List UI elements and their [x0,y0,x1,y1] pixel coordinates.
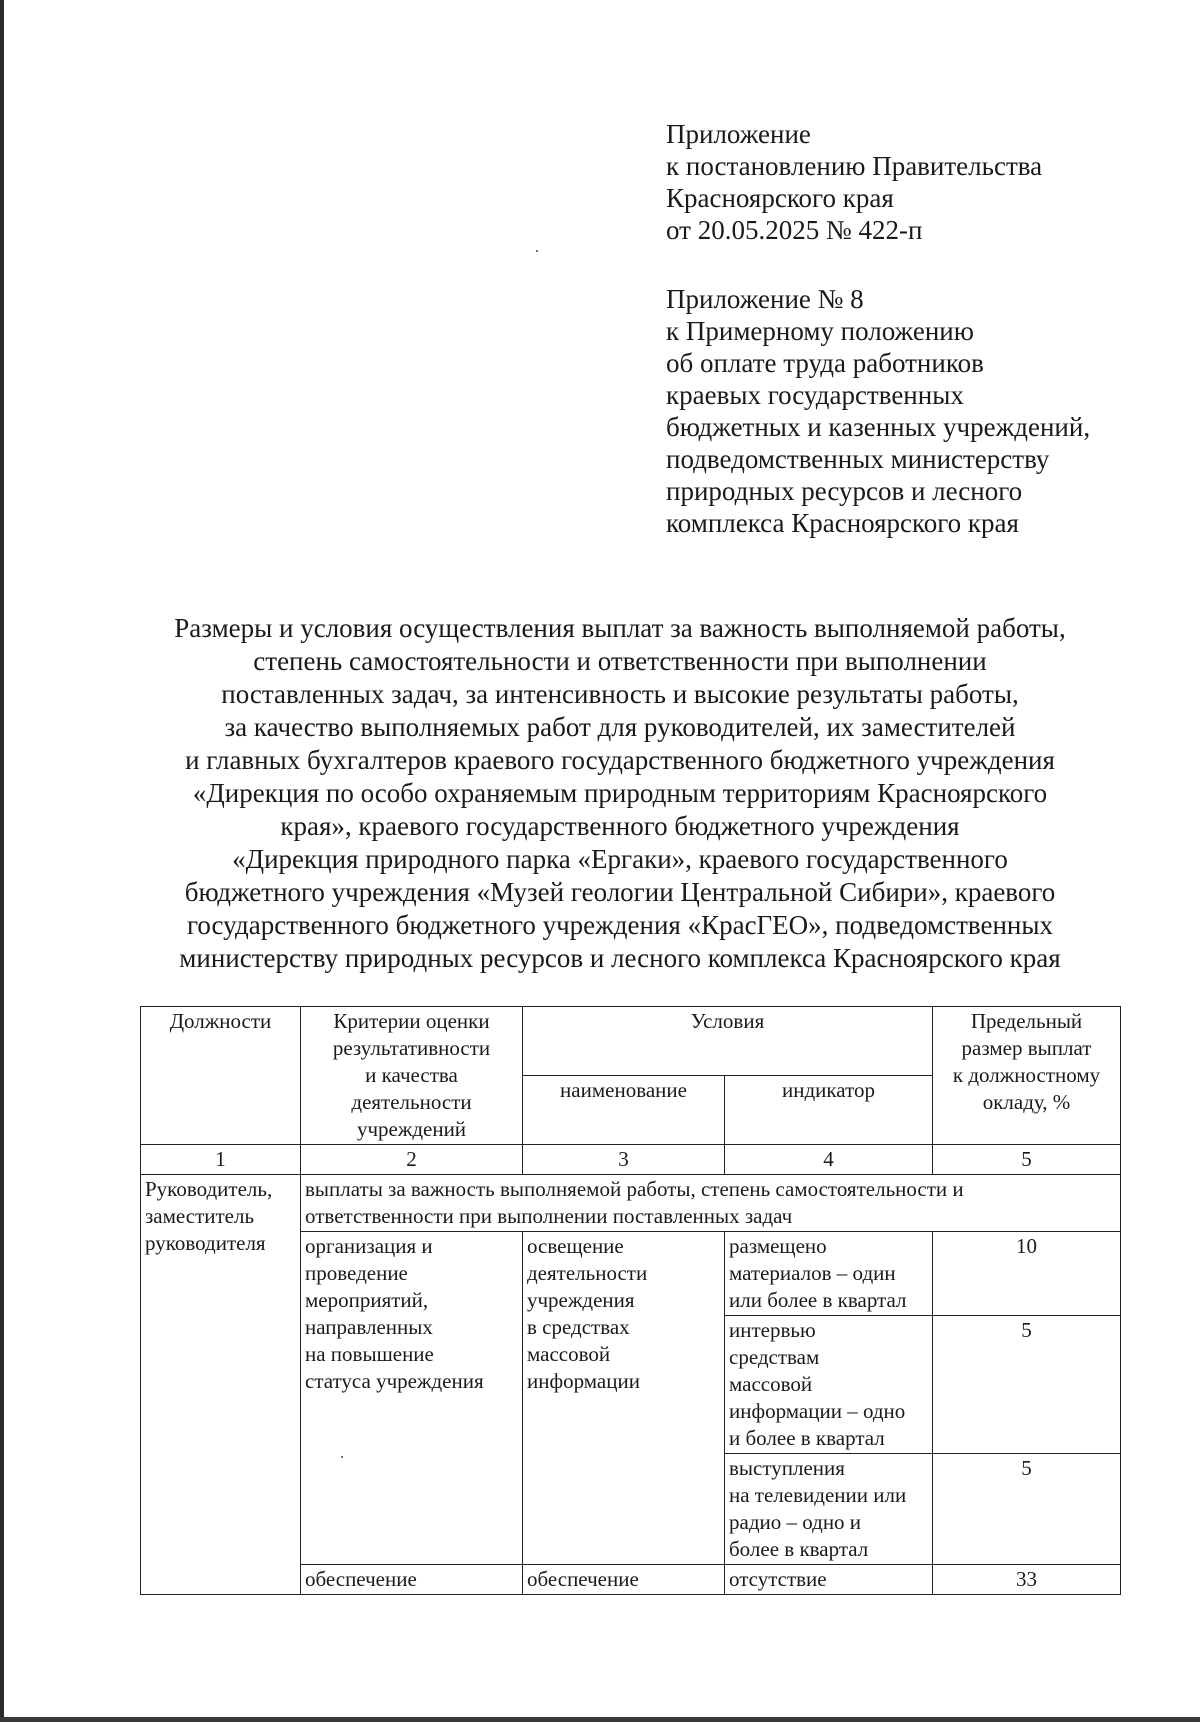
appendix-8-line: природных ресурсов и лесного [666,476,1023,506]
header-positions: Должности [141,1007,301,1145]
title-line: «Дирекция природного парка «Ергаки», краевого государственного [232,844,1008,874]
title-line: степень самостоятельности и ответственности при выполнении [253,646,987,676]
appendix-8-line: краевых государственных [666,380,964,410]
condition-cell: обеспечение [523,1565,725,1595]
header-indicator: индикатор [725,1076,933,1145]
table-row [141,1175,1121,1232]
column-number: 1 [141,1145,301,1175]
appendix-8-line: Приложение № 8 [666,284,864,314]
limit-value-cell: 5 [933,1316,1121,1454]
appendix-main-line: Красноярского края [666,183,894,213]
header-conditions: Условия [523,1007,933,1076]
title-line: края», краевого государственного бюджетного учреждения [280,811,960,841]
document-title [120,612,1120,975]
column-number: 5 [933,1145,1121,1175]
indicator-cell: размещено материалов – один или более в квартал [725,1232,933,1316]
section-header-cell: выплаты за важность выполняемой работы, степень самостоятельности и ответственности при выполнении поставленных задач [301,1175,1121,1232]
scan-edge-bottom [0,1717,1200,1722]
condition-cell: освещение деятельности учреждения в средствах массовой информации [523,1232,725,1565]
appendix-main-line: Приложение [666,119,811,149]
scan-edge-left [0,0,4,1722]
appendix-8-line: об оплате труда работников [666,348,984,378]
column-number: 2 [301,1145,523,1175]
title-line: за качество выполняемых работ для руководителей, их заместителей [224,712,1016,742]
title-line: Размеры и условия осуществления выплат за важность выполняемой работы, [174,613,1066,643]
appendix-main-block [666,118,1166,246]
limit-value-cell: 5 [933,1454,1121,1565]
appendix-8-line: подведомственных министерству [666,444,1050,474]
appendix-8-block [666,283,1166,539]
title-line: «Дирекция по особо охраняемым природным территориям Красноярского [192,778,1048,808]
indicator-cell: интервью средствам массовой информации – одно и более в квартал [725,1316,933,1454]
table-header-row [141,1007,1121,1076]
header-criteria: Критерии оценки результативности и качества деятельности учреждений [301,1007,523,1145]
title-line: бюджетного учреждения «Музей геологии Центральной Сибири», краевого [184,877,1056,907]
title-line: государственного бюджетного учреждения «КрасГЕО», подведомственных [186,910,1053,940]
position-cell: Руководитель, заместитель руководителя [141,1175,301,1595]
title-line: министерству природных ресурсов и лесного комплекса Красноярского края [179,943,1061,973]
limit-value-cell: 10 [933,1232,1121,1316]
appendix-8-line: бюджетных и казенных учреждений, [666,412,1091,442]
title-line: и главных бухгалтеров краевого государственного бюджетного учреждения [185,745,1055,775]
table-column-numbers-row [141,1145,1121,1175]
criterion-cell: организация и проведение мероприятий, направленных на повышение статуса учреждения [301,1232,523,1565]
appendix-8-line: комплекса Красноярского края [666,508,1019,538]
header-name: наименование [523,1076,725,1145]
indicator-cell: выступления на телевидении или радио – одно и более в квартал [725,1454,933,1565]
appendix-main-line: к постановлению Правительства [666,151,1043,181]
limit-value-cell: 33 [933,1565,1121,1595]
title-line: поставленных задач, за интенсивность и высокие результаты работы, [221,679,1019,709]
criterion-cell: обеспечение [301,1565,523,1595]
scan-speck [536,250,538,252]
column-number: 4 [725,1145,933,1175]
payments-table [140,1006,1121,1595]
appendix-8-line: к Примерному положению [666,316,974,346]
header-limit: Предельный размер выплат к должностному окладу, % [933,1007,1121,1145]
column-number: 3 [523,1145,725,1175]
appendix-main-line: от 20.05.2025 № 422-п [666,215,923,245]
indicator-cell: отсутствие [725,1565,933,1595]
